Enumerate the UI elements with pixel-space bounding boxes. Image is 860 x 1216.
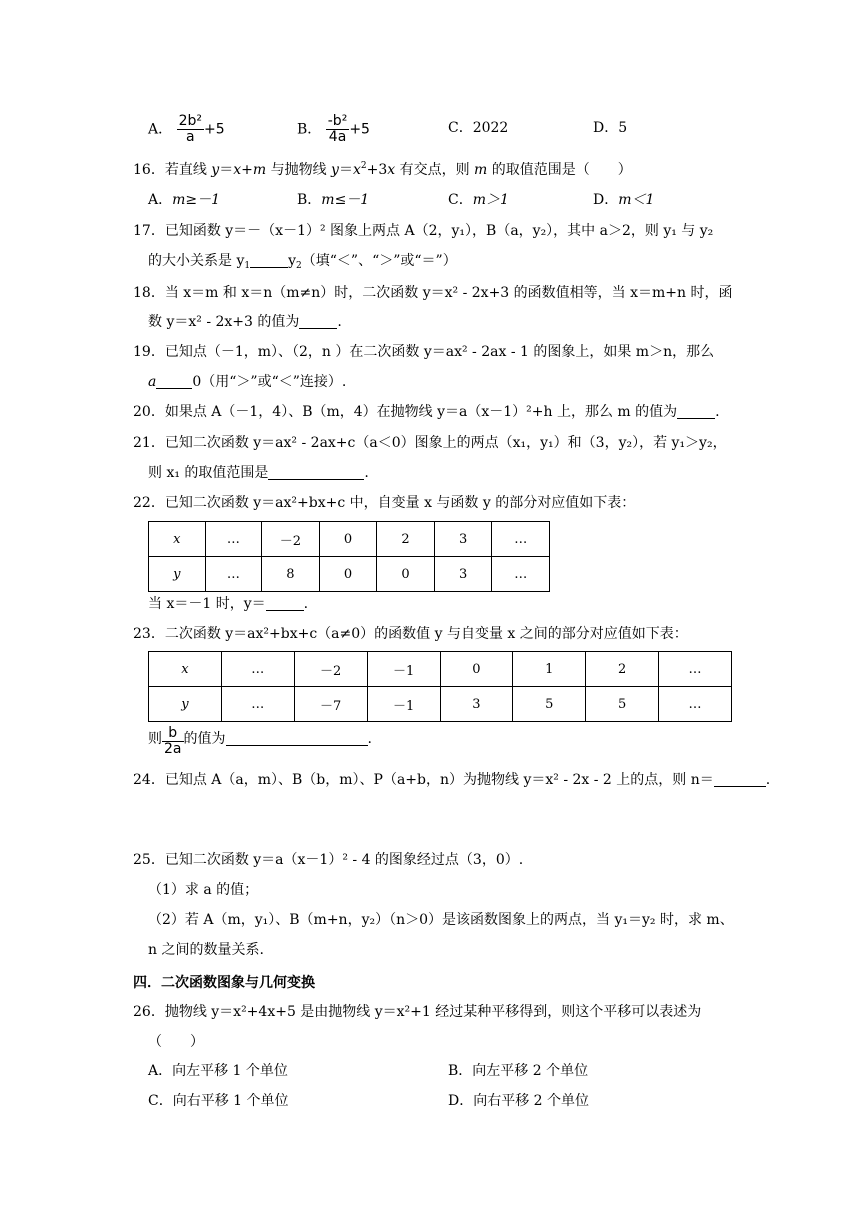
- q16-stem: [133, 160, 632, 180]
- cell-text: y: [181, 696, 189, 712]
- option-label: B．: [297, 192, 322, 208]
- table-row: [149, 557, 550, 592]
- fraction: [162, 726, 184, 757]
- table-cell: －2: [262, 522, 320, 557]
- text: .: [303, 596, 309, 612]
- var: x: [233, 162, 242, 178]
- var: x: [387, 162, 396, 178]
- var: y: [211, 162, 220, 178]
- cell-text: y: [173, 566, 181, 582]
- table-cell: 3: [440, 687, 513, 722]
- q19-stem-line2: [148, 372, 346, 392]
- q16-option-c: [448, 190, 509, 210]
- var: y: [331, 162, 339, 178]
- text: .: [337, 314, 342, 330]
- question-number: 16．: [133, 162, 165, 178]
- table-cell: 3: [434, 522, 492, 557]
- text: 与抛物线: [266, 162, 332, 178]
- text: 数 y＝x² - 2x+3 的值为: [148, 314, 300, 330]
- table-row: [149, 687, 732, 722]
- answer-blank[interactable]: [677, 404, 715, 419]
- answer-blank[interactable]: [268, 465, 364, 480]
- q21-stem-line2: [148, 463, 369, 483]
- cell-text: x: [181, 661, 189, 677]
- text: 24．已知点 A（a，m）、B（b，m）、P（a+b，n）为抛物线 y＝x² - 2x - 2 上的点，则 n＝: [133, 772, 714, 788]
- text: 的大小关系是 y: [148, 253, 245, 269]
- answer-blank[interactable]: [299, 314, 337, 329]
- superscript: 2: [360, 161, 367, 171]
- subscript: 2: [296, 261, 302, 271]
- table-cell: [149, 557, 206, 592]
- fraction: [177, 114, 204, 145]
- text: 当 x＝－1 时，y＝: [148, 596, 266, 612]
- option-value: m≥－1: [172, 192, 221, 208]
- q18-stem-line1: 18．当 x＝m 和 x＝n（m≠n）时，二次函数 y＝x² - 2x+3 的函数值相等，当 x＝m+n 时，函: [133, 285, 733, 301]
- table-cell: －1: [367, 652, 440, 687]
- text: 则 x₁ 的取值范围是: [148, 465, 269, 481]
- table-cell: …: [492, 557, 550, 592]
- q15-option-b: [297, 114, 370, 145]
- fraction-denominator: 4a: [328, 129, 347, 145]
- text: 0（用“＞”或“＜”连接）.: [192, 374, 347, 390]
- option-tail: +5: [349, 121, 370, 138]
- q26-option-c: C．向右平移 1 个单位: [148, 1093, 289, 1109]
- q25-part2-line1: （2）若 A（m，y₁）、B（m+n，y₂）（n＞0）是该函数图象上的两点，当 y₁＝y₂ 时，求 m、: [148, 912, 734, 928]
- text: .: [364, 465, 369, 481]
- text: 的取值范围是（ ）: [487, 162, 632, 178]
- text: +3: [366, 162, 388, 178]
- table-cell: －7: [294, 687, 367, 722]
- q19-stem-line1: 19．已知点（－1，m）、（2，n ）在二次函数 y＝ax² - 2ax - 1 的图象上，如果 m＞n，那么: [133, 344, 715, 360]
- table-cell: －2: [294, 652, 367, 687]
- q21-stem-line1: 21．已知二次函数 y＝ax² - 2ax+c（a＜0）图象上的两点（x₁，y₁）和（3，y₂），若 y₁＞y₂，: [133, 435, 727, 451]
- fraction-numerator: 2b²: [178, 113, 202, 129]
- table-cell: 5: [586, 687, 659, 722]
- table-cell: 0: [377, 557, 435, 592]
- table-cell: 0: [440, 652, 513, 687]
- table-cell: 0: [319, 522, 377, 557]
- table-cell: [149, 652, 222, 687]
- q17-stem-line2: [148, 251, 457, 271]
- table-cell: －1: [367, 687, 440, 722]
- q22-after: [148, 594, 308, 614]
- text: 有交点，则: [395, 162, 475, 178]
- table-cell: …: [221, 652, 294, 687]
- fraction-numerator: b: [162, 726, 184, 742]
- cell-text: x: [173, 531, 181, 547]
- text: y: [288, 253, 297, 269]
- var: m: [474, 162, 488, 178]
- q16-option-a: [148, 190, 220, 210]
- q25-part1: （1）求 a 的值；: [148, 882, 259, 898]
- table-row: [149, 652, 732, 687]
- option-label: B．: [297, 121, 322, 138]
- table-row: [149, 522, 550, 557]
- text: ＝: [219, 162, 234, 178]
- option-label: A．: [148, 121, 173, 138]
- option-value: m＞1: [472, 192, 509, 208]
- table-cell: 5: [513, 687, 586, 722]
- option-label: C．: [448, 192, 473, 208]
- table-cell: 0: [319, 557, 377, 592]
- table-cell: …: [659, 687, 732, 722]
- q26-stem-line1: 26．抛物线 y＝x²+4x+5 是由抛物线 y＝x²+1 经过某种平移得到，则这个平移可以表述为: [133, 1004, 702, 1020]
- q16-option-b: [297, 190, 369, 210]
- q23-stem: 23．二次函数 y＝ax²+bx+c（a≠0）的函数值 y 与自变量 x 之间的部分对应值如下表：: [133, 626, 688, 642]
- fraction-denominator: a: [185, 129, 195, 145]
- option-value: m＜1: [618, 192, 655, 208]
- table-cell: 2: [377, 522, 435, 557]
- option-label: A．: [148, 192, 173, 208]
- q22-stem: 22．已知二次函数 y＝ax²+bx+c 中，自变量 x 与函数 y 的部分对应值如下表：: [133, 495, 636, 511]
- text: ＝: [338, 162, 353, 178]
- q15-option-a: [148, 114, 225, 145]
- table-cell: …: [205, 522, 262, 557]
- table-cell: …: [659, 652, 732, 687]
- subscript: 1: [244, 261, 251, 271]
- q25-part2-line2: n 之间的数量关系.: [148, 942, 264, 958]
- answer-blank[interactable]: [714, 772, 766, 787]
- table-cell: 8: [262, 557, 320, 592]
- q23-value-table: [148, 651, 732, 722]
- q26-option-d: D．向右平移 2 个单位: [448, 1093, 590, 1109]
- fraction: [326, 114, 350, 145]
- table-cell: …: [205, 557, 262, 592]
- table-cell: 2: [586, 652, 659, 687]
- answer-blank[interactable]: [266, 596, 304, 611]
- text: （填“＜”、“＞”或“＝”）: [301, 253, 457, 269]
- q16-option-d: [593, 190, 654, 210]
- q20-stem: [133, 402, 720, 422]
- q17-stem-line1: 17．已知函数 y＝－（x－1）² 图象上两点 A（2，y₁），B（a，y₂），其中 a＞2，则 y₁ 与 y₂: [133, 223, 714, 239]
- text: .: [715, 404, 720, 420]
- answer-blank[interactable]: [250, 253, 288, 268]
- table-cell: 3: [434, 557, 492, 592]
- answer-blank[interactable]: [226, 731, 368, 746]
- section-heading: 四．二次函数图象与几何变换: [133, 975, 315, 991]
- q25-stem-line1: 25．已知二次函数 y＝a（x－1）² - 4 的图象经过点（3，0）.: [133, 852, 524, 868]
- q23-after: [148, 722, 372, 757]
- text: 则: [148, 731, 162, 747]
- text: .: [765, 772, 771, 788]
- q26-stem-line2: （ ）: [148, 1034, 204, 1050]
- text: 若直线: [164, 162, 212, 178]
- q18-stem-line2: [148, 312, 342, 332]
- answer-blank[interactable]: [156, 374, 192, 389]
- q15-option-d: D．5: [593, 120, 628, 136]
- var: +m: [241, 162, 267, 178]
- fraction-denominator: 2a: [164, 741, 182, 757]
- var: a: [148, 374, 157, 390]
- table-cell: [149, 687, 222, 722]
- table-cell: 1: [513, 652, 586, 687]
- table-cell: …: [492, 522, 550, 557]
- text: .: [367, 731, 372, 747]
- q24-stem: [133, 770, 770, 790]
- fraction-numerator: -b²: [327, 113, 348, 129]
- table-cell: [149, 522, 206, 557]
- q22-value-table: [148, 521, 550, 592]
- table-cell: …: [221, 687, 294, 722]
- var: x: [352, 162, 361, 178]
- q26-option-b: B．向左平移 2 个单位: [448, 1063, 589, 1079]
- option-tail: +5: [203, 121, 225, 138]
- text: 的值为: [183, 731, 226, 747]
- q26-option-a: A．向左平移 1 个单位: [148, 1063, 288, 1079]
- q15-option-c: C．2022: [448, 120, 509, 136]
- text: 20．如果点 A（－1，4）、B（m，4）在抛物线 y＝a（x－1）²+h 上，那么 m 的值为: [133, 404, 678, 420]
- option-value: m≤－1: [321, 192, 370, 208]
- option-label: D．: [593, 192, 619, 208]
